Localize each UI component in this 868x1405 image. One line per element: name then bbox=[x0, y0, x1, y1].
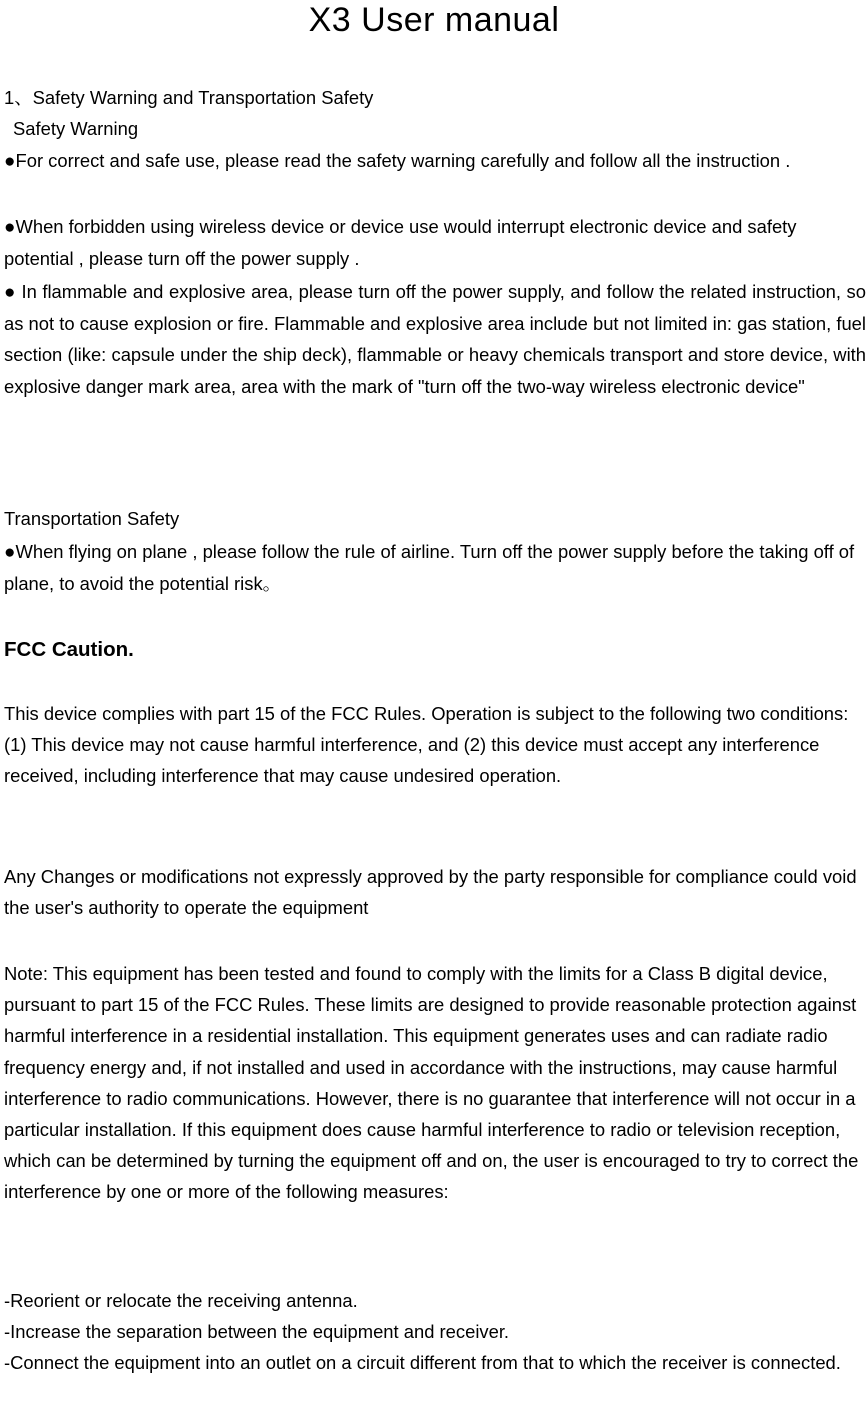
bullet-icon: ● bbox=[4, 542, 16, 563]
bullet-text: When flying on plane , please follow the rule of airline. Turn off the power supply before the taking off of plane, to avoid the potential risk。 bbox=[4, 541, 855, 595]
fcc-compliance-paragraph: This device complies with part 15 of the FCC Rules. Operation is subject to the following two conditions: (1) This device may not cause harmful interference, and (2) this device must accept any interference received, including interference that may cause undesired operation. bbox=[4, 703, 849, 787]
fcc-modifications-paragraph: Any Changes or modifications not expressly approved by the party responsible for compliance could void the user's authority to operate the equipment bbox=[4, 866, 857, 919]
section-heading-safety: 1、Safety Warning and Transportation Safety bbox=[4, 87, 374, 108]
subheading-safety-warning: Safety Warning bbox=[13, 118, 139, 139]
measure-item-connect-outlet: -Connect the equipment into an outlet on a circuit different from that to which the receiver is connected. bbox=[4, 1352, 841, 1373]
bullet-text: For correct and safe use, please read the safety warning carefully and follow all the instruction . bbox=[15, 150, 791, 171]
bullet-icon: ● bbox=[4, 151, 16, 172]
bullet-item-flying bbox=[4, 536, 866, 599]
bullet-icon: ● bbox=[4, 282, 16, 303]
bullet-item-flammable-area bbox=[4, 276, 866, 402]
bullet-item-correct-use bbox=[4, 145, 866, 177]
measure-item-increase-separation: -Increase the separation between the equipment and receiver. bbox=[4, 1321, 510, 1342]
bullet-icon: ● bbox=[4, 217, 16, 238]
document-title: X3 User manual bbox=[308, 1, 560, 39]
bullet-item-forbidden-use bbox=[4, 211, 866, 274]
subheading-transportation-safety: Transportation Safety bbox=[4, 508, 180, 529]
measure-item-reorient: -Reorient or relocate the receiving antenna. bbox=[4, 1290, 358, 1311]
bullet-text: In flammable and explosive area, please turn off the power supply, and follow the related instruction, so as not to cause explosion or fire. Flammable and explosive area include but not limited in: gas station, fuel section (like: capsule under the ship deck), flammable or heavy chemicals transport and store device, with explosive danger mark area, area with the mark of "turn off the two-way wireless electronic device" bbox=[4, 281, 866, 397]
fcc-caution-heading: FCC Caution. bbox=[4, 638, 134, 661]
fcc-note-paragraph: Note: This equipment has been tested and found to comply with the limits for a Class B digital device, pursuant to part 15 of the FCC Rules. These limits are designed to provide reasonable protection against harmful interference in a residential installation. This equipment generates uses and can radiate radio frequency energy and, if not installed and used in accordance with the instructions, may cause harmful interference to radio communications. However, there is no guarantee that interference will not occur in a particular installation. If this equipment does cause harmful interference to radio or television reception, which can be determined by turning the equipment off and on, the user is encouraged to try to correct the interference by one or more of the following measures: bbox=[4, 963, 859, 1203]
bullet-text: When forbidden using wireless device or device use would interrupt electronic device and safety potential , please turn off the power supply . bbox=[4, 216, 797, 270]
